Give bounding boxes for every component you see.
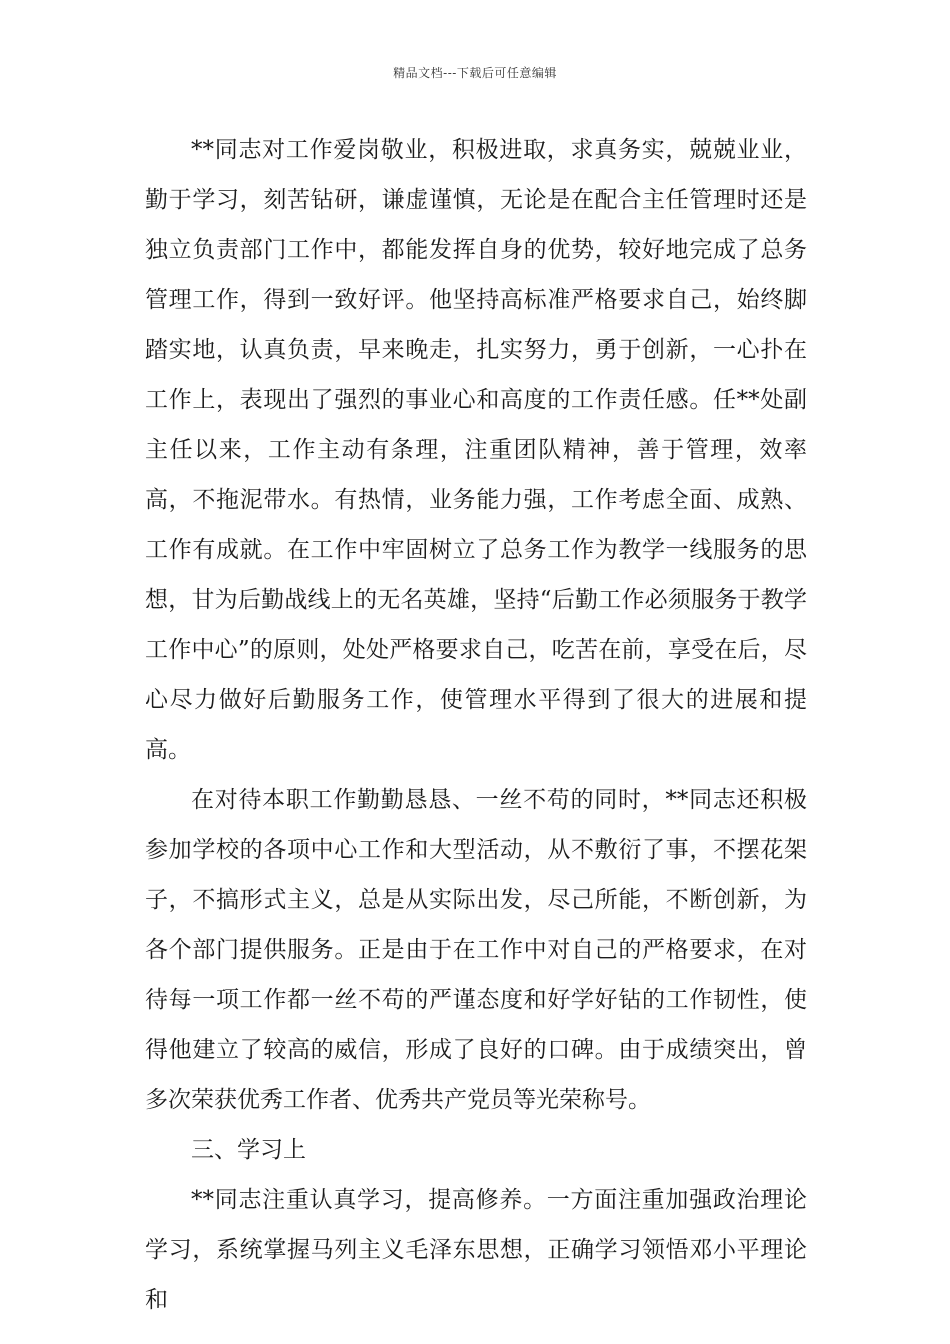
section-heading-study: 三、学习上 — [191, 1137, 306, 1163]
paragraph-work-attitude: **同志对工作爱岗敬业，积极进取，求真务实，兢兢业业，勤于学习，刻苦钻研，谦虚谨慎，无论是在配合主任管理时还是独立负责部门工作中，都能发挥自身的优势，较好地完成了总务管理工作，得到一致好评。他坚持高标准严格要求自己，始终脚踏实地，认真负责，早来晚走，扎实努力，勇于创新，一心扑在工作上，表现出了强烈的事业心和高度的工作责任感。任**处副主任以来，工作主动有条理，注重团队精神，善于管理，效率高，不拖泥带水。有热情，业务能力强，工作考虑全面、成熟、工作有成就。在工作中牢固树立了总务工作为教学一线服务的思想，甘为后勤战线上的无名英雄，坚持“后勤工作必须服务于教学工作中心”的原则，处处严格要求自己，吃苦在前，享受在后，尽心尽力做好后勤服务工作，使管理水平得到了很大的进展和提高。 — [145, 137, 807, 763]
document-body — [145, 125, 807, 1325]
page-header: 精品文档---下载后可任意编辑 — [393, 66, 557, 80]
paragraph-extra-activities: 在对待本职工作勤勤恳恳、一丝不苟的同时，**同志还积极参加学校的各项中心工作和大型活动，从不敷衍了事，不摆花架子，不搞形式主义，总是从实际出发，尽己所能，不断创新，为各个部门提供服务。正是由于在工作中对自己的严格要求，在对待每一项工作都一丝不苟的严谨态度和好学好钻的工作韧性，使得他建立了较高的威信，形成了良好的口碑。由于成绩突出，曾多次荣获优秀工作者、优秀共产党员等光荣称号。 — [145, 787, 807, 1113]
paragraph-study: **同志注重认真学习，提高修养。一方面注重加强政治理论学习，系统掌握马列主义毛泽东思想，正确学习领悟邓小平理论和 — [145, 1187, 807, 1313]
